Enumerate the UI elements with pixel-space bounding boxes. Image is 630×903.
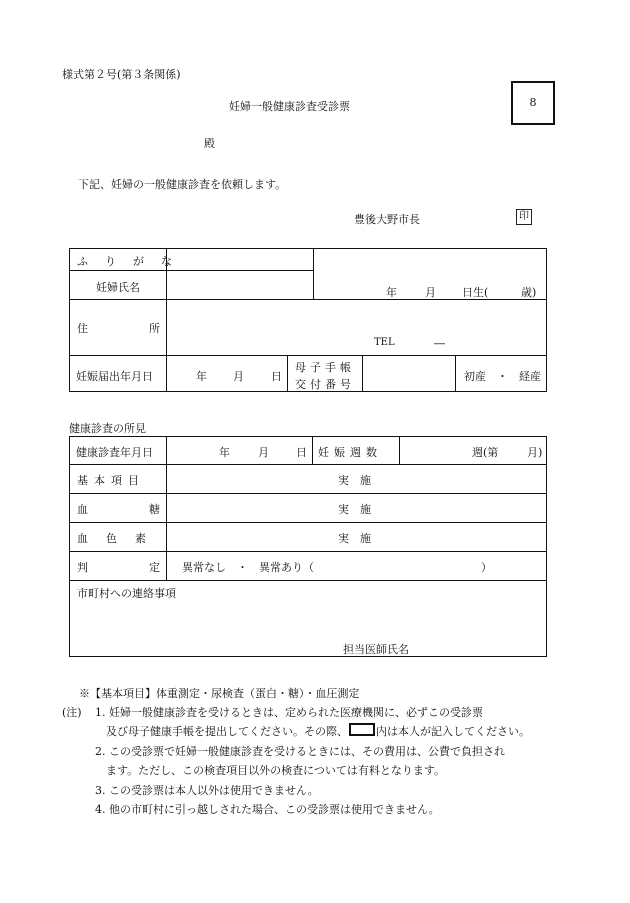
tel-dash: ― bbox=[434, 337, 445, 350]
handbook-label-line2: 交付番号 bbox=[295, 378, 355, 391]
tel-label: TEL bbox=[374, 337, 395, 348]
handbook-label-line1: 母子手帳 bbox=[295, 361, 355, 374]
form-title: 妊婦一般健康診査受診票 bbox=[229, 100, 350, 113]
note-3: 3. この受診票は本人以外は使用できません。 bbox=[95, 784, 319, 797]
note-2-line1: 2. この受診票で妊婦一般健康診査を受けるときには、その費用は、公費で負担され bbox=[95, 745, 505, 758]
hemoglobin-label: 血色素 bbox=[77, 532, 164, 545]
weeks-value: 週(第 bbox=[472, 446, 499, 459]
request-text: 下記、妊婦の一般健康診査を依頼します。 bbox=[78, 178, 287, 191]
judgement-label-left: 判 bbox=[77, 561, 88, 574]
basic-items-note: ※【基本項目】体重測定・尿検査（蛋白・糖）・血圧測定 bbox=[79, 687, 360, 700]
name-label: 妊婦氏名 bbox=[96, 281, 140, 294]
hemoglobin-value: 実 施 bbox=[338, 532, 371, 545]
note-2-line2: ます。ただし、この検査項目以外の検査については有料となります。 bbox=[106, 764, 446, 777]
basic-items-value: 実 施 bbox=[338, 474, 371, 487]
age-label: 歳) bbox=[521, 286, 537, 299]
exam-month-label: 月 bbox=[258, 446, 269, 459]
form-number: 様式第２号(第３条関係) bbox=[62, 68, 181, 81]
notes-prefix: (注) bbox=[62, 706, 82, 719]
judgement-value: 異常なし ・ 異常あり（ bbox=[182, 561, 314, 574]
seal-mark: 印 bbox=[516, 209, 532, 225]
weeks-month: 月) bbox=[527, 446, 543, 459]
birth-month-label: 月 bbox=[425, 286, 436, 299]
pregnancy-report-label: 妊娠届出年月日 bbox=[76, 370, 153, 383]
note-1-line2: 及び母子健康手帳を提出してください。その際、 内は本人が記入してください。 bbox=[106, 725, 530, 738]
blood-sugar-label-left: 血 bbox=[77, 503, 88, 516]
blood-sugar-value: 実 施 bbox=[338, 503, 371, 516]
report-year-label: 年 bbox=[196, 370, 207, 383]
serial-number-box: 8 bbox=[511, 81, 555, 125]
exam-day-label: 日 bbox=[296, 446, 307, 459]
blood-sugar-label-right: 糖 bbox=[149, 503, 160, 516]
exam-year-label: 年 bbox=[219, 446, 230, 459]
furigana-label: ふ り が な bbox=[77, 255, 175, 268]
judgement-close: ） bbox=[481, 561, 492, 574]
entry-box-symbol bbox=[349, 723, 375, 736]
judgement-label-right: 定 bbox=[149, 561, 160, 574]
contact-label: 市町村への連絡事項 bbox=[77, 587, 176, 600]
exam-section-title: 健康診査の所見 bbox=[69, 422, 146, 435]
note-4: 4. 他の市町村に引っ越しされた場合、この受診票は使用できません。 bbox=[95, 803, 440, 816]
report-day-label: 日 bbox=[271, 370, 282, 383]
birth-year-label: 年 bbox=[386, 286, 397, 299]
address-label-left: 住 bbox=[77, 322, 88, 335]
note-1-line1: 1. 妊婦一般健康診査を受けるときは、定められた医療機関に、必ずこの受診票 bbox=[95, 706, 483, 719]
birth-day-label: 日生( bbox=[462, 286, 489, 299]
delivery-type: 初産 ・ 経産 bbox=[464, 370, 541, 383]
address-label-right: 所 bbox=[149, 322, 160, 335]
basic-items-label: 基本項目 bbox=[77, 474, 145, 487]
issuer-name: 豊後大野市長 bbox=[354, 213, 420, 226]
doctor-label: 担当医師氏名 bbox=[343, 643, 409, 656]
addressee-suffix: 殿 bbox=[204, 137, 215, 150]
exam-date-label: 健康診査年月日 bbox=[76, 446, 153, 459]
report-month-label: 月 bbox=[233, 370, 244, 383]
weeks-label: 妊娠週数 bbox=[318, 446, 382, 459]
